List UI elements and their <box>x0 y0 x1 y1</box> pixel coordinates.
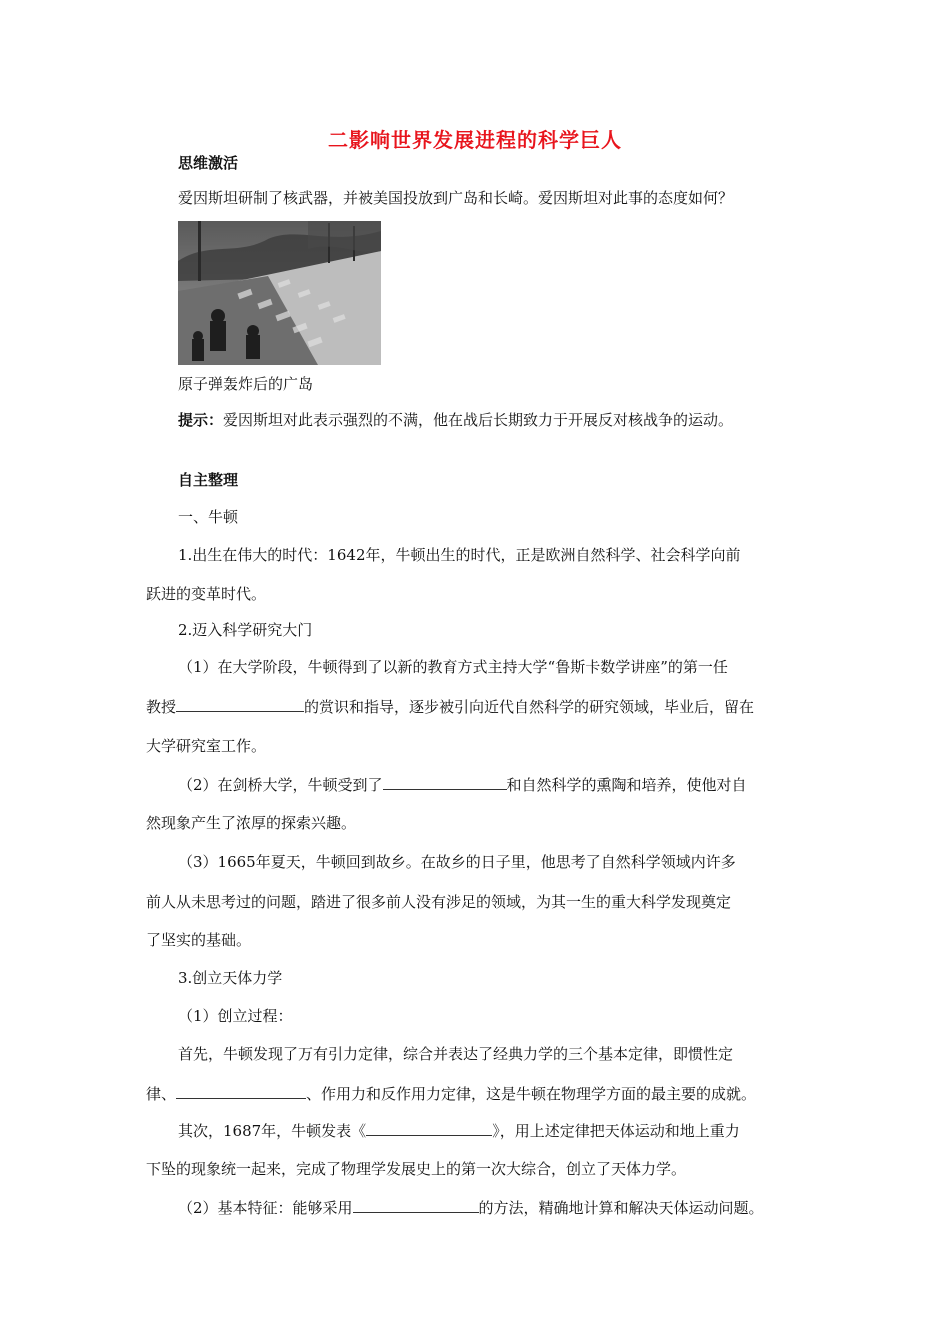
p4-text-end: 和自然科学的熏陶和培养，使他对自 <box>506 776 747 794</box>
subheading-newton: 一、牛顿 <box>178 508 239 526</box>
paragraph-2: 2.迈入科学研究大门 <box>178 621 313 639</box>
page-title: 二影响世界发展进程的科学巨人 <box>328 128 622 152</box>
p8-text-end: 、作用力和反作用力定律，这是牛顿在物理学方面的最主要的成就。 <box>306 1085 757 1103</box>
p4-text-start: （2）在剑桥大学，牛顿受到了 <box>178 776 383 794</box>
p10-text-start: （2）基本特征：能够采用 <box>178 1199 353 1217</box>
paragraph-5-line-2: 前人从未思考过的问题，踏进了很多前人没有涉足的领域，为其一生的重大科学发现奠定 <box>146 893 732 911</box>
p8-text-start: 律、 <box>146 1085 177 1103</box>
section-heading-thinking: 思维激活 <box>178 154 239 172</box>
paragraph-6: 3.创立天体力学 <box>178 969 283 987</box>
hint-paragraph <box>178 410 733 430</box>
paragraph-9-line-2: 下坠的现象统一起来，完成了物理学发展史上的第一次大综合，创立了天体力学。 <box>146 1160 687 1178</box>
p3-text-start: 教授 <box>146 698 177 716</box>
paragraph-1-line-1: 1.出生在伟大的时代：1642年，牛顿出生的时代，正是欧洲自然科学、社会科学向前 <box>178 546 741 564</box>
fill-blank-law[interactable] <box>176 1083 306 1099</box>
hint-text: 爱因斯坦对此表示强烈的不满，他在战后长期致力于开展反对核战争的运动。 <box>223 411 734 429</box>
p3-text-end: 的赏识和指导，逐步被引向近代自然科学的研究领域，毕业后，留在 <box>304 698 755 716</box>
fill-blank-book-title[interactable] <box>366 1120 492 1136</box>
section-heading-organize: 自主整理 <box>178 471 239 489</box>
paragraph-10 <box>178 1197 764 1218</box>
image-caption: 原子弹轰炸后的广岛 <box>178 375 314 393</box>
paragraph-4-line-2: 然现象产生了浓厚的探索兴趣。 <box>146 814 357 832</box>
paragraph-3-line-1: （1）在大学阶段，牛顿得到了以新的教育方式主持大学“鲁斯卡数学讲座”的第一任 <box>178 658 728 676</box>
paragraph-1-line-2: 跃进的变革时代。 <box>146 585 267 603</box>
p10-text-end: 的方法，精确地计算和解决天体运动问题。 <box>478 1199 764 1217</box>
paragraph-8-line-2 <box>146 1083 756 1104</box>
fill-blank-cambridge[interactable] <box>383 774 507 790</box>
p9-text-end: 》，用上述定律把天体运动和地上重力 <box>492 1122 740 1140</box>
paragraph-5-line-3: 了坚实的基础。 <box>146 931 252 949</box>
paragraph-3-line-3: 大学研究室工作。 <box>146 737 267 755</box>
question-text: 爱因斯坦研制了核武器，并被美国投放到广岛和长崎。爱因斯坦对此事的态度如何？ <box>178 189 734 207</box>
paragraph-8-line-1: 首先，牛顿发现了万有引力定律，综合并表达了经典力学的三个基本定律，即惯性定 <box>178 1045 734 1063</box>
paragraph-7: （1）创立过程： <box>178 1007 293 1025</box>
p9-text-start: 其次，1687年，牛顿发表《 <box>178 1122 367 1140</box>
paragraph-5-line-1: （3）1665年夏天，牛顿回到故乡。在故乡的日子里，他思考了自然科学领域内许多 <box>178 853 736 871</box>
paragraph-9-line-1 <box>178 1120 740 1141</box>
hiroshima-photo-illustration <box>178 221 381 365</box>
fill-blank-professor[interactable] <box>176 696 304 712</box>
paragraph-4-line-1 <box>178 774 747 795</box>
hint-label: 提示： <box>178 411 224 429</box>
hiroshima-photo <box>178 221 381 365</box>
paragraph-3-line-2 <box>146 696 754 717</box>
fill-blank-method[interactable] <box>353 1197 479 1213</box>
